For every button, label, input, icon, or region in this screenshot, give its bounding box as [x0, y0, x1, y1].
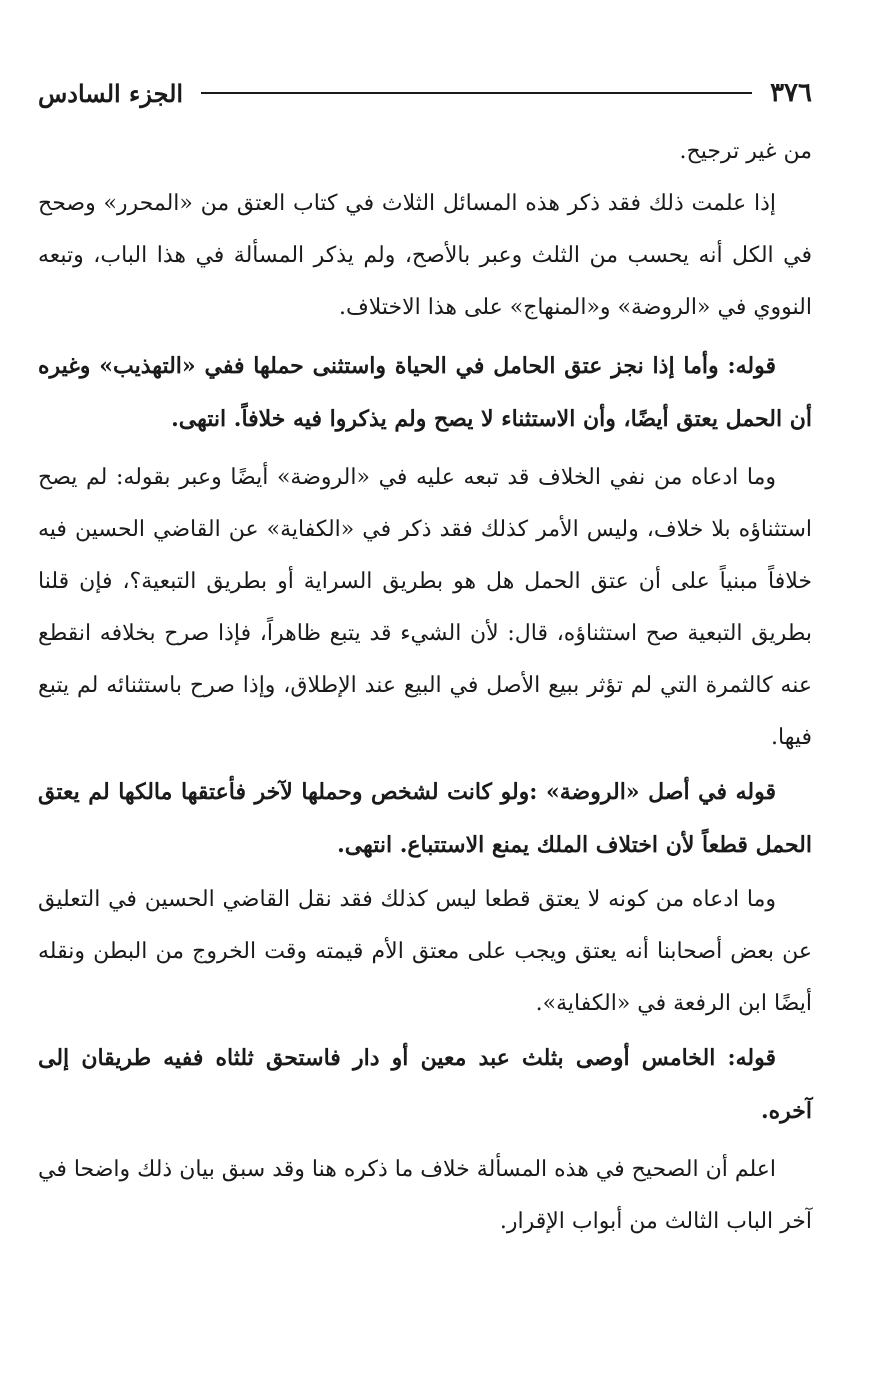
body-text: [38, 126, 812, 1248]
paragraph: وما ادعاه من كونه لا يعتق قطعا ليس كذلك فقد نقل القاضي الحسين في التعليق عن بعض أصحابنا أنه يعتق ويجب على معتق الأم قيمته وقت الخروج من البطن ونقله أيضًا ابن الرفعة في «الكفاية».: [38, 887, 812, 1016]
header-rule: [201, 92, 752, 94]
quoted-statement: قوله: وأما إذا نجز عتق الحامل في الحياة واستثنى حملها ففي «التهذيب» وغيره أن الحمل يعتق أيضًا، وأن الاستثناء لا يصح ولم يذكروا فيه خلافاً. انتهى.: [38, 353, 812, 432]
quoted-statement: قوله في أصل «الروضة» :ولو كانت لشخص وحملها لآخر فأعتقها مالكها لم يعتق الحمل قطعاً لأن اختلاف الملك يمنع الاستتباع. انتهى.: [38, 779, 812, 858]
page-number: ٣٧٦: [770, 78, 812, 108]
book-page: [38, 70, 812, 1248]
quoted-statement: قوله: الخامس أوصى بثلث عبد معين أو دار فاستحق ثلثاه ففيه طريقان إلى آخره.: [38, 1045, 812, 1124]
running-header: [38, 70, 812, 116]
paragraph: وما ادعاه من نفي الخلاف قد تبعه عليه في «الروضة» أيضًا وعبر بقوله: لم يصح استثناؤه بلا خلاف، وليس الأمر كذلك فقد ذكر في «الكفاية» عن القاضي الحسين فيه خلافاً مبنياً على أن عتق الحمل هل هو بطريق السراية أو بطريق التبعية؟، فإن قلنا بطريق التبعية صح استثناؤه، قال: لأن الشيء قد يتبع ظاهراً، فإذا صرح بخلافه انقطع عنه كالثمرة التي لم تؤثر ببيع الأصل في البيع عند الإطلاق، وإذا صرح باستثنائه لم يتبع فيها.: [38, 465, 812, 750]
paragraph: اعلم أن الصحيح في هذه المسألة خلاف ما ذكره هنا وقد سبق بيان ذلك واضحا في آخر الباب الثالث من أبواب الإقرار.: [38, 1157, 812, 1234]
running-title: الجزء السادس: [38, 78, 184, 108]
paragraph: من غير ترجيح.: [679, 139, 812, 164]
paragraph: إذا علمت ذلك فقد ذكر هذه المسائل الثلاث في كتاب العتق من «المحرر» وصحح في الكل أنه يحسب من الثلث وعبر بالأصح، ولم يذكر المسألة في هذا الباب، وتبعه النووي في «الروضة» و«المنهاج» على هذا الاختلاف.: [38, 191, 812, 320]
